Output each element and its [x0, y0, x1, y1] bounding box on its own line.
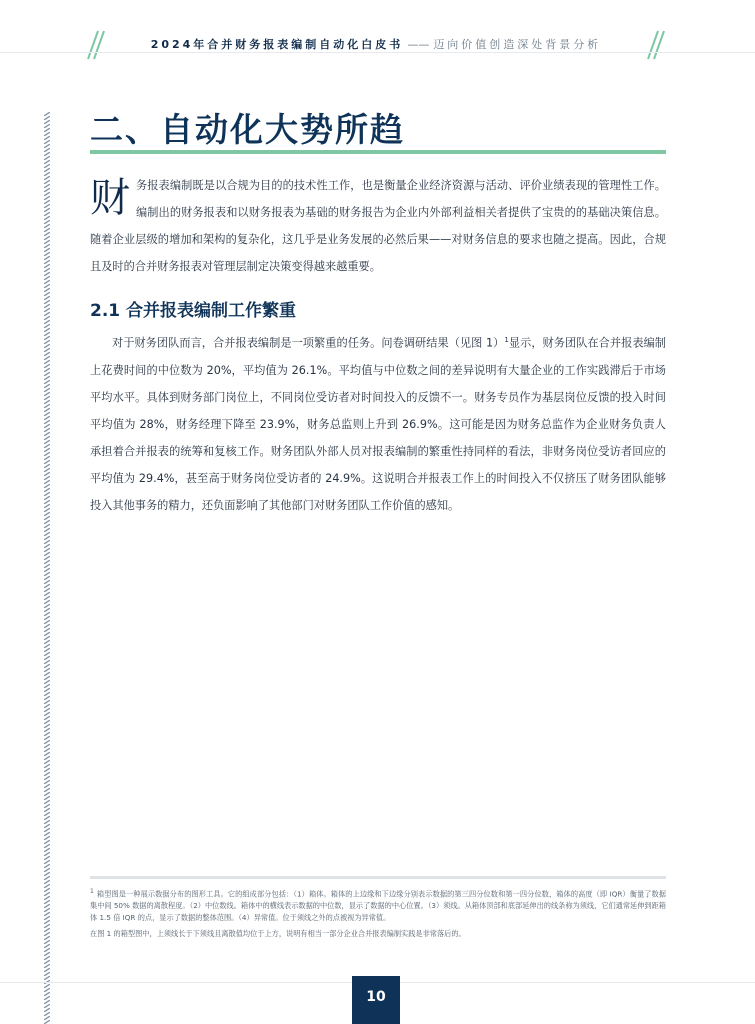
header-title-main: 2024年合并财务报表编制自动化白皮书: [150, 38, 404, 51]
header-title: [116, 36, 636, 52]
footnote-rule: [90, 876, 666, 879]
margin-hatch-decoration: [44, 112, 50, 1024]
running-header: [86, 30, 666, 60]
section-paragraph: [90, 327, 666, 519]
footnote-para-2: 在图 1 的箱型图中，上须线长于下须线且离散值均位于上方，说明有相当一部分企业合并报表编制实践是非常落后的。: [90, 929, 466, 939]
footnote-text-1: 箱型图是一种展示数据分布的图形工具。它的组成部分包括：（1）箱体。箱体的上边缘和下边缘分别表示数据的第三四分位数和第一四分位数，箱体的高度（即 IQR）衡量了数据集中间 50% 数据的离散程度。（2）中位数线。箱体中的横线表示数据的中位数，显示了数据的中心位置。（3）须线。从箱体顶部和底部延伸出的线条称为须线，它们通常延伸到距箱体 1.5 倍 IQR 的点，显示了数据的整体范围。（4）异常值。位于须线之外的点被视为异常值。: [90, 889, 666, 923]
header-title-sub: 迈向价值创造深处背景分析: [433, 38, 602, 51]
footnote-para-1: [90, 886, 666, 924]
chapter-rule: [90, 150, 666, 154]
header-rule: [0, 52, 755, 53]
footnote-reference[interactable]: 1: [504, 336, 509, 344]
chapter-title: 二、自动化大势所趋: [90, 110, 405, 149]
page-number: 10: [352, 976, 400, 1024]
section-text-part1: 对于财务团队而言，合并报表编制是一项繁重的任务。问卷调研结果（见图 1）: [112, 336, 505, 350]
footnote: [90, 886, 666, 944]
section-text-part2: 显示，财务团队在合并报表编制上花费时间的中位数为 20%，平均值为 26.1%。平均值与中位数之间的差异说明有大量企业的工作实践滞后于市场平均水平。具体到财务部门岗位上，不同岗位受访者对时间投入的反馈不一。财务专员作为基层岗位反馈的投入时间平均值为 28%，财务经理下降至 23.9%，财务总监则上升到 26.9%。这可能是因为财务总监作为企业财务负责人承担着合并报表的统筹和复核工作。财务团队外部人员对报表编制的繁重性持同样的看法，非财务岗位受访者回应的平均值为 29.4%，甚至高于财务岗位受访者的 24.9%。这说明合并报表工作上的时间投入不仅挤压了财务团队能够投入其他事务的精力，还负面影响了其他部门对财务团队工作价值的感知。: [90, 336, 666, 512]
footnote-mark: 1: [90, 888, 94, 895]
intro-text: 务报表编制既是以合规为目的的技术性工作，也是衡量企业经济资源与活动、评价业绩表现的管理性工作。编制出的财务报表和以财务报表为基础的财务报告为企业内外部利益相关者提供了宝贵的的基础决策信息。随着企业层级的增加和架构的复杂化，这几乎是业务发展的必然后果——对财务信息的要求也随之提高。因此，合规且及时的合并财务报表对管理层制定决策变得越来越重要。: [90, 179, 666, 273]
header-slash-right-icon: [646, 30, 666, 60]
section-heading: 2.1 合并报表编制工作繁重: [90, 301, 297, 321]
header-slash-left-icon: [86, 30, 106, 60]
header-separator: ——: [407, 38, 430, 51]
drop-cap: 财: [90, 175, 130, 221]
intro-paragraph: [90, 172, 666, 280]
